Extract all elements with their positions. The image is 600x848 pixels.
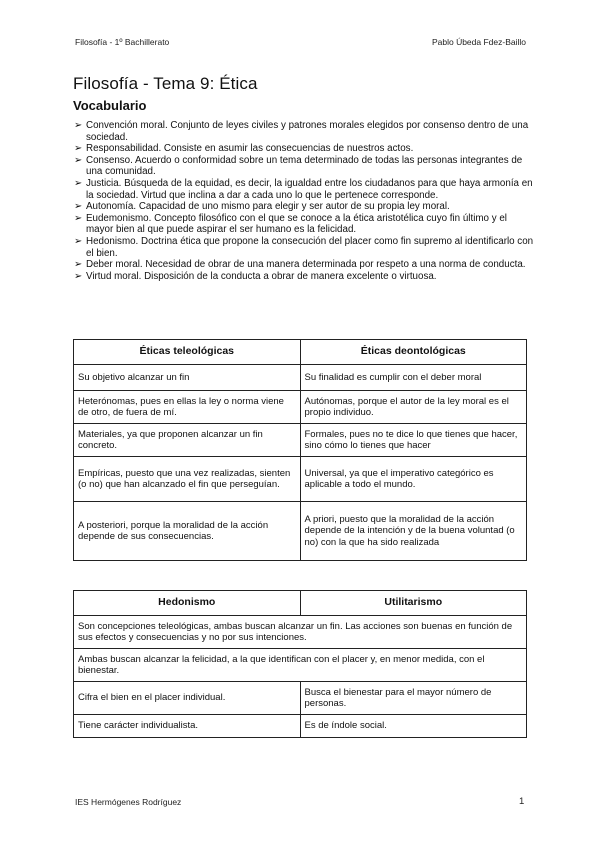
- vocab-item-justicia: [74, 178, 534, 201]
- arrow-bullet-icon: ➢: [74, 177, 83, 189]
- table-cell: Empíricas, puesto que una vez realizadas, sienten (o no) que han alcanzado el fin que perseguían.: [74, 457, 301, 502]
- arrow-bullet-icon: ➢: [74, 143, 83, 155]
- table-row: [74, 457, 527, 502]
- vocab-item-deber-moral: [74, 259, 534, 271]
- table-cell-shared: Son concepciones teleológicas, ambas buscan alcanzar un fin. Las acciones son buenas en función de sus efectos y consecuencias y no por sus intenciones.: [74, 616, 527, 649]
- section-title-vocabulario: Vocabulario: [73, 98, 147, 113]
- table-cell: Materiales, ya que proponen alcanzar un fin concreto.: [74, 424, 301, 457]
- arrow-bullet-icon: ➢: [74, 201, 83, 213]
- arrow-bullet-icon: ➢: [74, 212, 83, 224]
- arrow-bullet-icon: ➢: [74, 120, 83, 131]
- arrow-bullet-icon: ➢: [74, 235, 83, 247]
- table-row: [74, 365, 527, 391]
- arrow-bullet-icon: ➢: [74, 259, 83, 271]
- table-cell: Autónomas, porque el autor de la ley moral es el propio individuo.: [300, 391, 527, 424]
- table-row: [74, 502, 527, 561]
- vocab-item-text: Virtud moral. Disposición de la conducta a obrar de manera excelente o virtuosa.: [86, 270, 437, 282]
- vocab-item-text: Consenso. Acuerdo o conformidad sobre un tema determinado de todas las personas integrantes de una comunidad.: [86, 154, 523, 178]
- vocabulary-list: [74, 120, 534, 282]
- vocab-item-eudemonismo: [74, 213, 534, 236]
- vocab-item-responsabilidad: [74, 143, 534, 155]
- table-cell: Busca el bienestar para el mayor número de personas.: [300, 682, 527, 715]
- table-row-shared: [74, 616, 527, 649]
- vocab-item-hedonismo: [74, 236, 534, 259]
- table-row: [74, 424, 527, 457]
- header-course: Filosofía - 1º Bachillerato: [75, 37, 170, 47]
- page-title: Filosofía - Tema 9: Ética: [73, 74, 258, 93]
- vocab-item-text: Responsabilidad. Consiste en asumir las consecuencias de nuestros actos.: [86, 143, 414, 155]
- vocab-item-virtud-moral: [74, 271, 534, 283]
- table-cell: Heterónomas, pues en ellas la ley o norma viene de otro, de fuera de mí.: [74, 391, 301, 424]
- vocab-item-text: Hedonismo. Doctrina ética que propone la consecución del placer como fin supremo al identificarlo con el bien.: [86, 235, 534, 259]
- table-cell: Formales, pues no te dice lo que tienes que hacer, sino cómo lo tienes que hacer: [300, 424, 527, 457]
- table-row: [74, 391, 527, 424]
- table-cell-shared: Ambas buscan alcanzar la felicidad, a la que identifican con el placer y, en menor medida, con el bienestar.: [74, 649, 527, 682]
- table-eticas-teleologicas-deontologicas: [73, 339, 527, 561]
- table-cell: Es de índole social.: [300, 715, 527, 738]
- table-cell: Su objetivo alcanzar un fin: [74, 365, 301, 391]
- column-header-hedonismo: Hedonismo: [74, 591, 301, 616]
- table-hedonismo-utilitarismo: [73, 590, 527, 738]
- table-cell: Su finalidad es cumplir con el deber moral: [300, 365, 527, 391]
- table-row: [74, 682, 527, 715]
- page-number: 1: [519, 796, 525, 807]
- column-header-deontologicas: Éticas deontológicas: [300, 340, 527, 365]
- table-cell: Universal, ya que el imperativo categórico es aplicable a todo el mundo.: [300, 457, 527, 502]
- arrow-bullet-icon: ➢: [74, 154, 83, 166]
- column-header-teleologicas: Éticas teleológicas: [74, 340, 301, 365]
- vocab-item-text: Eudemonismo. Concepto filosófico con el que se conoce a la ética aristotélica cuyo fin último y el mayor bien al que puede aspirar el ser humano es la felicidad.: [86, 212, 507, 236]
- table-cell: Cifra el bien en el placer individual.: [74, 682, 301, 715]
- table-row: [74, 715, 527, 738]
- header-author: Pablo Úbeda Fdez-Baillo: [431, 37, 526, 47]
- vocab-item-consenso: [74, 155, 534, 178]
- vocab-item-text: Justicia. Búsqueda de la equidad, es decir, la igualdad entre los ciudadanos para que haya armonía en la sociedad. Virtud que inclina a dar a cada uno lo que le pertenece corresponde.: [86, 177, 533, 201]
- vocab-item-text: Convención moral. Conjunto de leyes civiles y patrones morales elegidos por consenso dentro de una sociedad.: [86, 120, 529, 143]
- vocab-item-text: Deber moral. Necesidad de obrar de una manera determinada por respeto a una norma de conducta.: [86, 259, 526, 271]
- table-header-row: [74, 591, 527, 616]
- table-cell: Tiene carácter individualista.: [74, 715, 301, 738]
- column-header-utilitarismo: Utilitarismo: [300, 591, 527, 616]
- table-row-shared: [74, 649, 527, 682]
- arrow-bullet-icon: ➢: [74, 270, 83, 282]
- table-header-row: [74, 340, 527, 365]
- footer-school: IES Hermógenes Rodríguez: [75, 797, 182, 807]
- table-cell: A priori, puesto que la moralidad de la acción depende de la intención y de la buena voluntad (o no) con la que ha sido realizada: [300, 502, 527, 561]
- table-cell: A posteriori, porque la moralidad de la acción depende de sus consecuencias.: [74, 502, 301, 561]
- vocab-item-text: Autonomía. Capacidad de uno mismo para elegir y ser autor de su propia ley moral.: [86, 201, 450, 213]
- vocab-item-autonomia: [74, 201, 534, 213]
- vocab-item-convencion-moral: [74, 120, 534, 143]
